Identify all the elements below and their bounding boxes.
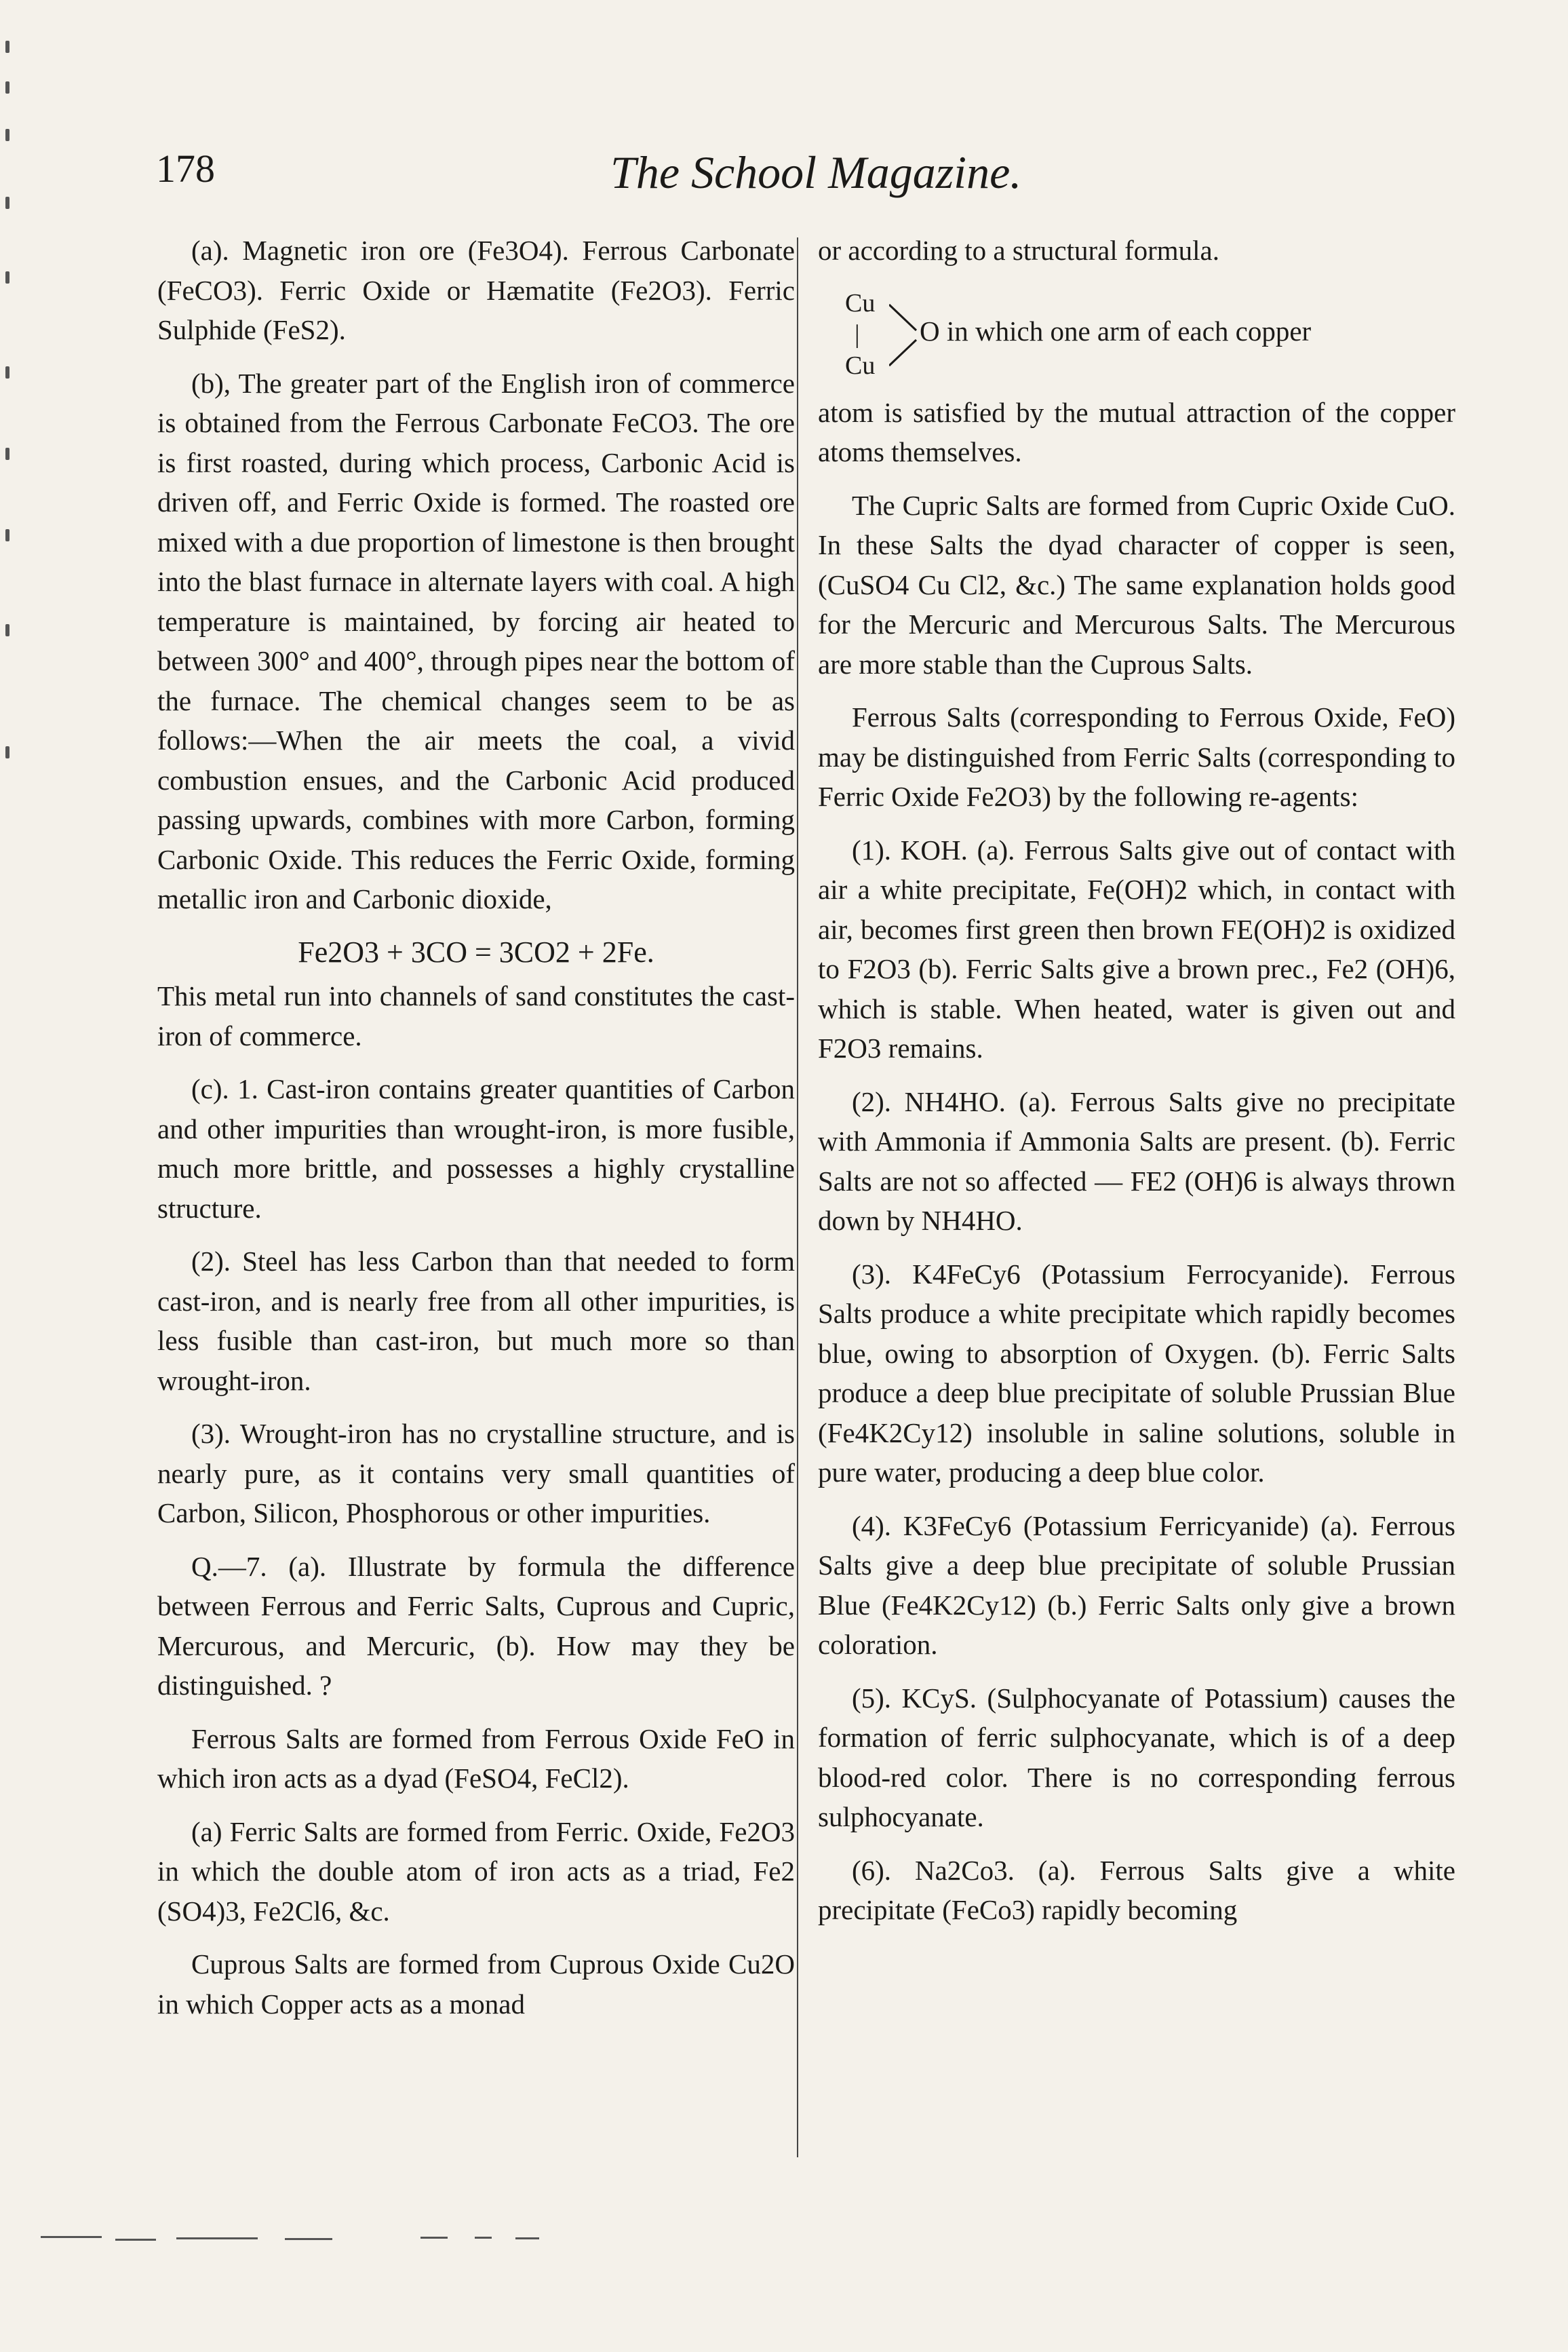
reagent-sulphocyanate: (5). KCyS. (Sulphocyanate of Potassium) causes the formation of ferric sulphocyanate, which is of a deep blood-red color. There is no corresponding ferrous sulphocyanate. xyxy=(818,1682,1455,1832)
paragraph-cast-iron-note: This metal run into channels of sand constitutes the cast-iron of commerce. xyxy=(157,980,795,1052)
reagent-koh: (1). KOH. (a). Ferrous Salts give out of contact with air a white precipitate, Fe(OH)2 which, in contact with air, becomes first green then brown FE(OH)2 is oxidized to F2O3 (b). Ferric Salts give a brown prec., Fe2 (OH)6, which is stable. When heated, water is given out and F2O3 remains. xyxy=(818,834,1455,1064)
page-number: 178 xyxy=(156,147,215,191)
bottom-mark xyxy=(475,2237,492,2239)
paragraph-iron-ores: (a). Magnetic iron ore (Fe3O4). Ferrous Carbonate (FeCO3). Ferric Oxide or Hæmatite (Fe2O3). Ferric Sulphide (FeS2). xyxy=(157,235,795,345)
right-column xyxy=(818,231,1455,1944)
scan-edge-marks xyxy=(5,41,18,787)
copper-atoms xyxy=(845,288,875,381)
paragraph-ferric-salts: (a) Ferric Salts are formed from Ferric. Oxide, Fe2O3 in which the double atom of iron acts as a triad, Fe2 (SO4)3, Fe2Cl6, &c. xyxy=(157,1815,795,1927)
edge-mark xyxy=(5,197,9,209)
paragraph-cupric-salts: The Cupric Salts are formed from Cupric Oxide CuO. In these Salts the dyad character of copper is seen, (CuSO4 Cu Cl2, &c.) The same explanation holds good for the Mercuric and Mercurous Salts. The Mercurous are more stable than the Cuprous Salts. xyxy=(818,489,1455,680)
scan-bottom-marks xyxy=(41,2232,787,2245)
edge-mark xyxy=(5,129,9,141)
edge-mark xyxy=(5,746,9,758)
left-column xyxy=(157,231,795,2037)
bottom-mark xyxy=(285,2238,332,2240)
bond-line: | xyxy=(855,320,860,349)
paragraph-cast-iron: (c). 1. Cast-iron contains greater quantities of Carbon and other impurities than wrought-iron, is more fusible, much more brittle, and possesses a highly crystalline structure. xyxy=(157,1073,795,1224)
diagram-label: O in which one arm of each copper xyxy=(920,315,1312,347)
paragraph-distinguishing: Ferrous Salts (corresponding to Ferrous Oxide, FeO) may be distinguished from Ferric Salts (corresponding to Ferric Oxide Fe2O3) by the following re-agents: xyxy=(818,701,1455,812)
paragraph-cuprous-salts: Cuprous Salts are formed from Cuprous Oxide Cu2O in which Copper acts as a monad xyxy=(157,1948,795,2020)
reagent-sodium-carbonate: (6). Na2Co3. (a). Ferrous Salts give a white precipitate (FeCo3) rapidly becoming xyxy=(818,1854,1455,1925)
paragraph-ferrous-salts: Ferrous Salts are formed from Ferrous Oxide FeO in which iron acts as a dyad (FeSO4, FeCl2). xyxy=(157,1722,795,1794)
paragraph-wrought-iron: (3). Wrought-iron has no crystalline structure, and is nearly pure, as it contains very small quantities of Carbon, Silicon, Phosphorous or other impurities. xyxy=(157,1418,795,1528)
edge-mark xyxy=(5,366,9,379)
running-title: The School Magazine. xyxy=(610,147,1022,198)
bottom-mark xyxy=(176,2237,258,2239)
edge-mark xyxy=(5,271,9,284)
edge-mark xyxy=(5,81,9,94)
edge-mark xyxy=(5,448,9,460)
question-7: Q.—7. (a). Illustrate by formula the difference between Ferrous and Ferric Salts, Cuprous and Cupric, Mercurous, and Mercuric, (b). How may they be distinguished. ? xyxy=(157,1550,795,1701)
edge-mark xyxy=(5,41,9,53)
paragraph-structural-intro: or according to a structural formula. xyxy=(818,235,1219,266)
chemical-equation: Fe2O3 + 3CO = 3CO2 + 2Fe. xyxy=(298,935,654,969)
bottom-mark xyxy=(515,2237,539,2239)
paragraph-steel: (2). Steel has less Carbon than that needed to form cast-iron, and is nearly free from all other impurities, is less fusible than cast-iron, but much more so than wrought-iron. xyxy=(157,1246,795,1396)
oxygen-bond-lines xyxy=(889,298,920,372)
page-header xyxy=(149,146,1431,220)
bottom-mark xyxy=(41,2236,102,2238)
edge-mark xyxy=(5,624,9,636)
reagent-ammonia: (2). NH4HO. (a). Ferrous Salts give no precipitate with Ammonia if Ammonia Salts are present. (b). Ferric Salts are not so affected — FE2 (OH)6 is always thrown down by NH4HO. xyxy=(818,1085,1455,1236)
reagent-ferrocyanide: (3). K4FeCy6 (Potassium Ferrocyanide). Ferrous Salts produce a white precipitate which rapidly becomes blue, owing to absorption of Oxygen. (b). Ferric Salts produce a deep blue precipitate of soluble Prussian Blue (Fe4K2Cy12) insoluble in saline solutions, soluble in pure water, producing a deep blue color. xyxy=(818,1258,1455,1488)
paragraph-iron-production: (b), The greater part of the English iron of commerce is obtained from the Ferrous Carbonate FeCO3. The ore is first roasted, during which process, Carbonic Acid is driven off, and Ferric Oxide is formed. The roasted ore mixed with a due proportion of limestone is then brought into the blast furnace in alternate layers with coal. A high temperature is maintained, by forcing air heated to between 300° and 400°, through pipes near the bottom of the furnace. The chemical changes seem to be as follows:—When the air meets the coal, a vivid combustion ensues, and the Carbonic Acid produced passing upwards, combines with more Carbon, forming Carbonic Oxide. This reduces the Ferric Oxide, forming metallic iron and Carbonic dioxide, xyxy=(157,367,795,914)
reagent-ferricyanide: (4). K3FeCy6 (Potassium Ferricyanide) (a). Ferrous Salts give a deep blue precipitate of soluble Prussian Blue (Fe4K2Cy12) (b.) Ferric Salts only give a brown coloration. xyxy=(818,1509,1455,1660)
edge-mark xyxy=(5,529,9,541)
bottom-mark xyxy=(420,2237,448,2239)
copper-structure-diagram xyxy=(818,284,1455,386)
copper-atom-bottom: Cu xyxy=(845,351,876,380)
copper-atom-top: Cu xyxy=(845,288,876,317)
paragraph-copper-atoms: atom is satisfied by the mutual attraction of the copper atoms themselves. xyxy=(818,396,1455,467)
bottom-mark xyxy=(115,2239,156,2241)
column-divider xyxy=(797,237,798,2157)
